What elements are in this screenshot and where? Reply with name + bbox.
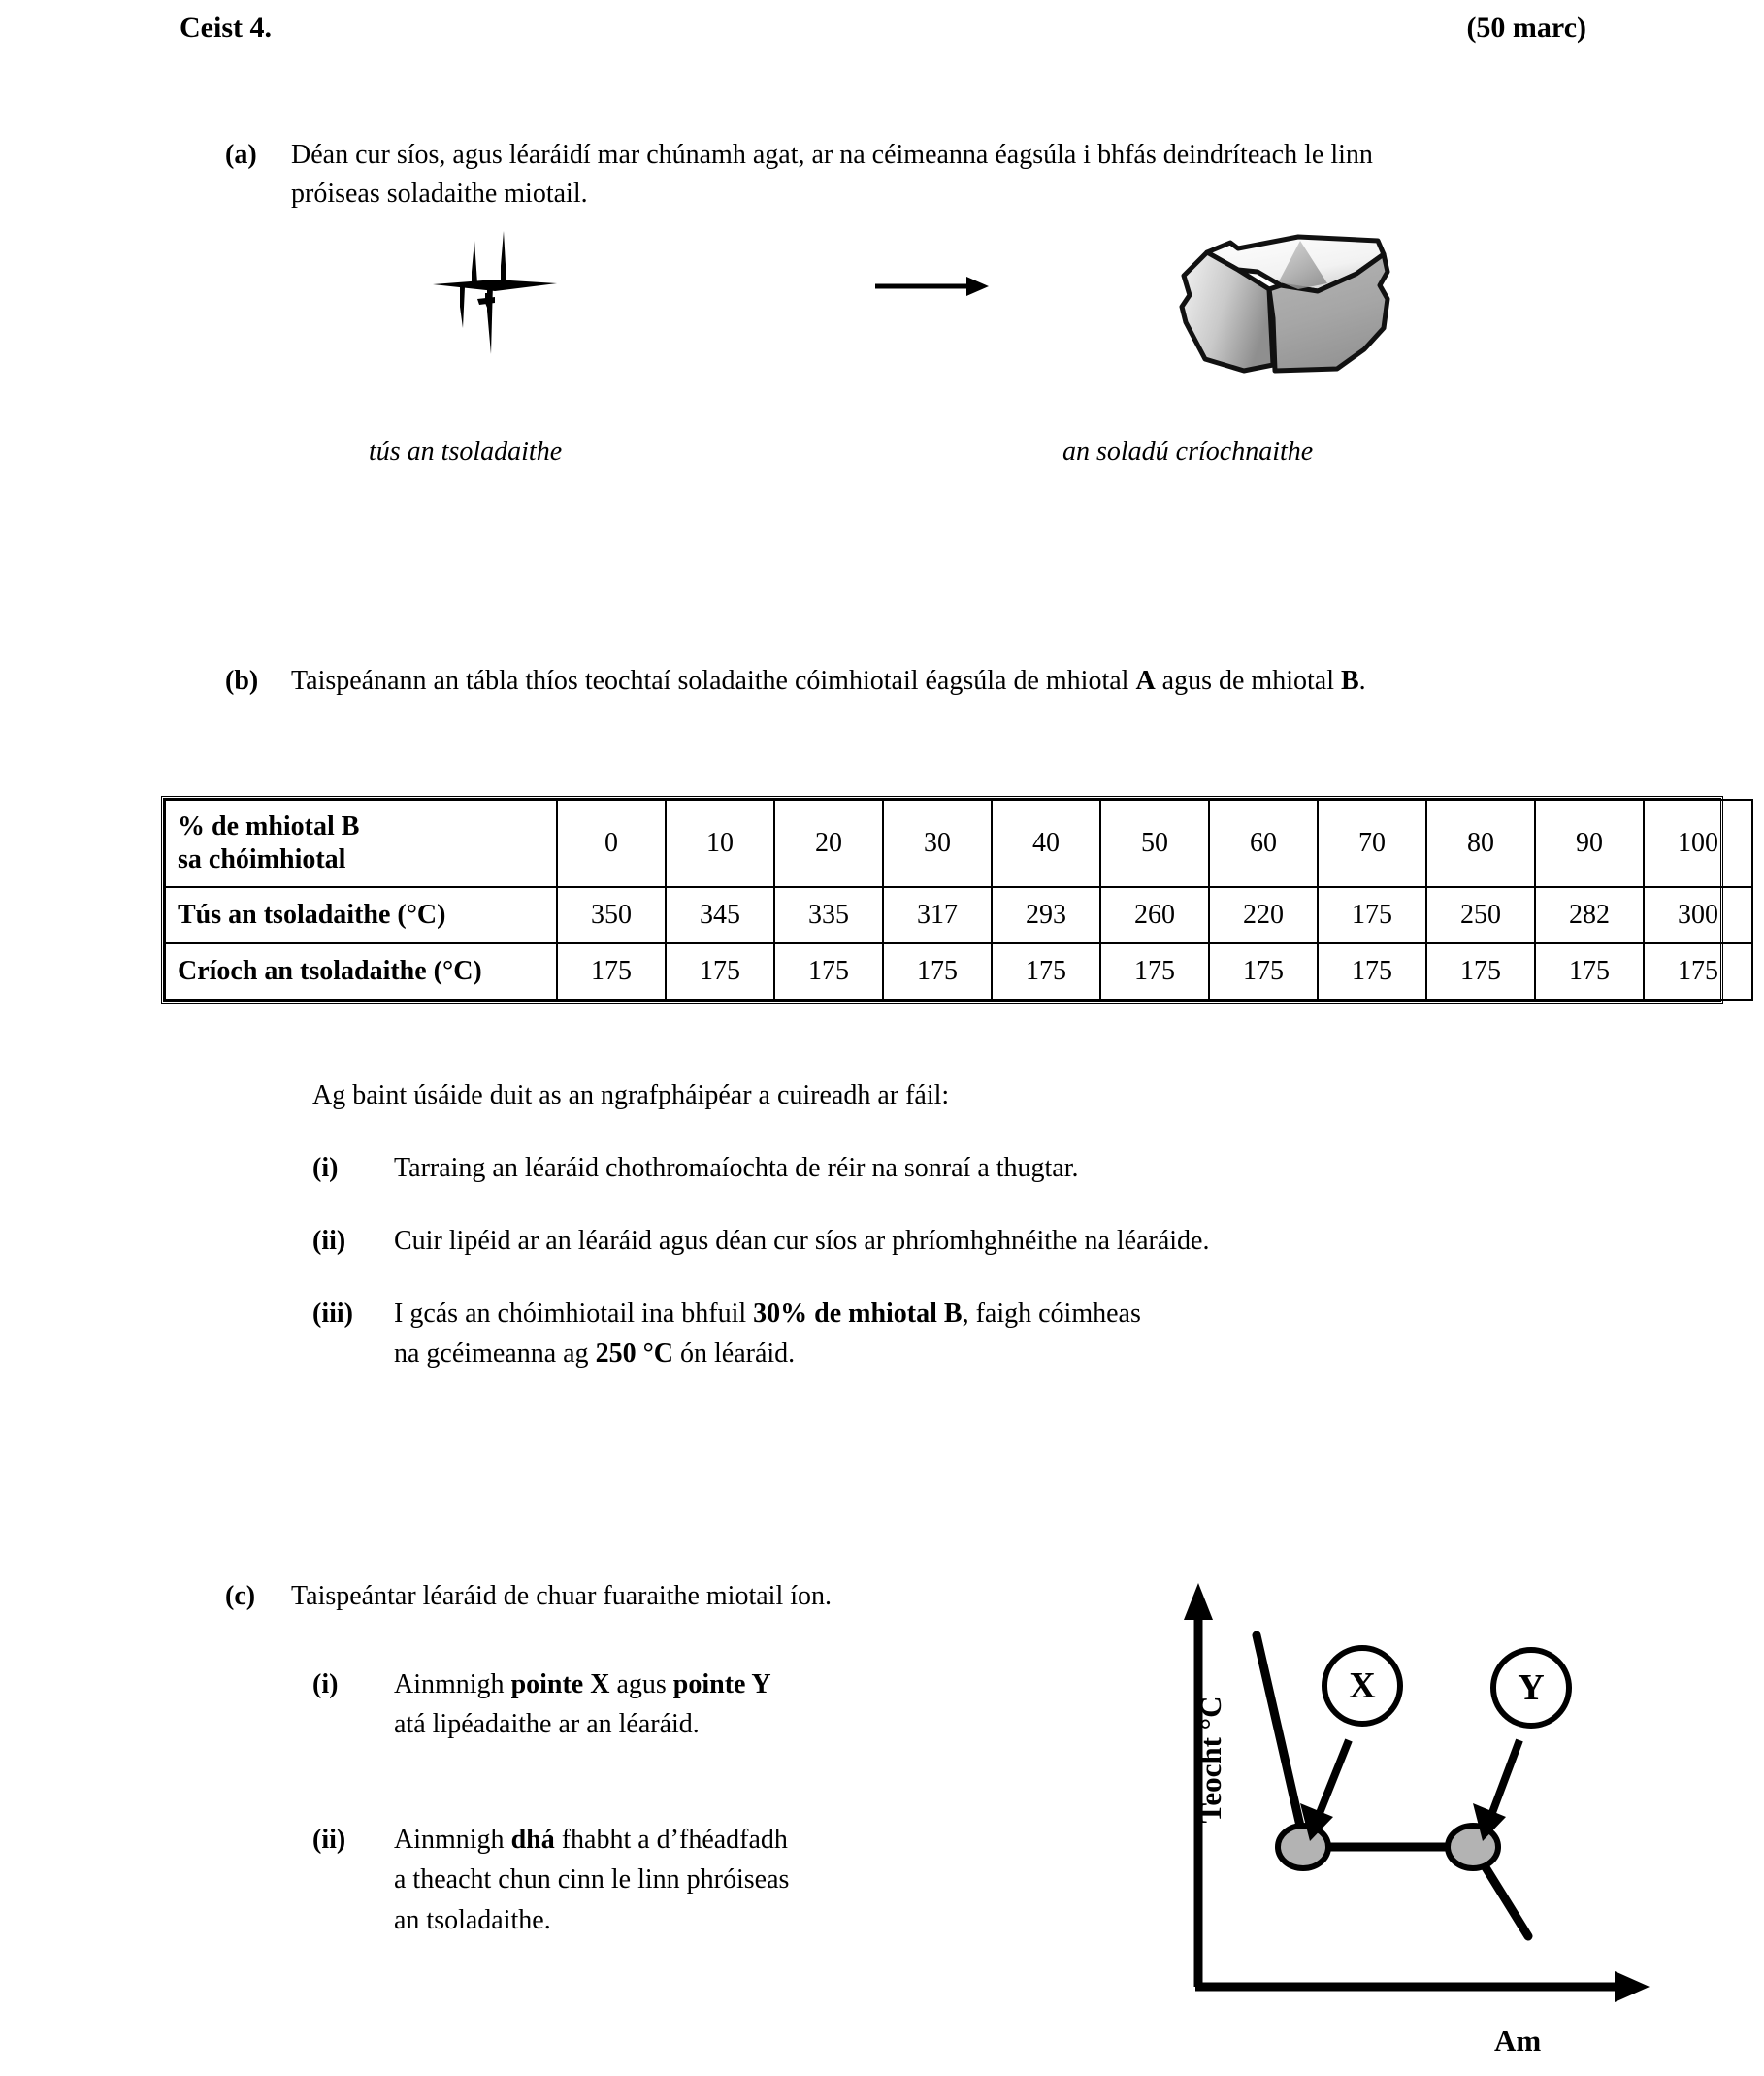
callout-circle-y [1490,1647,1572,1729]
callout-label-y: Y [1518,1667,1545,1708]
table-row-percent-b [165,800,1752,887]
part-c-text: Taispeántar léaráid de chuar fuaraithe miotail íon. [291,1581,833,1611]
leader-arrow-y [1473,1740,1519,1841]
cell-percent-40: 40 [992,800,1100,887]
part-a-row [225,136,1486,214]
part-a-label: (a) [225,140,257,170]
cell-end-90: 175 [1535,943,1644,1000]
dendrite-icon [427,223,563,359]
c-item-i-bold-point-y: pointe Y [672,1669,771,1699]
process-arrow-icon [873,272,990,301]
cell-end-60: 175 [1209,943,1318,1000]
cell-start-0: 350 [557,887,666,943]
part-c-label: (c) [225,1581,256,1611]
question-number: Ceist 4. [180,12,272,44]
part-c-item-ii [312,1820,996,1940]
header-line-1: % de mhiotal B [178,811,360,842]
cell-end-100: 175 [1644,943,1752,1000]
cell-end-50: 175 [1100,943,1209,1000]
callout-circle-x [1322,1645,1403,1727]
cell-end-30: 175 [883,943,992,1000]
leader-arrow-x [1300,1740,1349,1841]
cell-start-80: 250 [1426,887,1535,943]
part-b-item-iii [312,1294,1364,1374]
part-c-item-ii-label: (ii) [312,1825,346,1855]
cell-percent-70: 70 [1318,800,1426,887]
cell-start-60: 220 [1209,887,1318,943]
table-header-start: Tús an tsoladaithe (°C) [165,887,557,943]
cell-start-70: 175 [1318,887,1426,943]
part-c-item-i-text [394,1664,996,1745]
caption-end-solidification: an soladú críochnaithe [1062,437,1314,467]
part-b-item-iii-label: (iii) [312,1299,353,1329]
item-iii-seg-4: ón léaráid. [672,1338,796,1369]
cell-end-40: 175 [992,943,1100,1000]
cell-start-30: 317 [883,887,992,943]
cell-percent-30: 30 [883,800,992,887]
part-b-text-end: . [1358,666,1366,696]
part-c-item-i [312,1664,996,1745]
part-c-item-i-label: (i) [312,1669,339,1699]
cell-end-0: 175 [557,943,666,1000]
page-header [180,12,1586,45]
cell-start-10: 345 [666,887,774,943]
cell-percent-100: 100 [1644,800,1752,887]
c-item-ii-seg-3: a theacht chun cinn le linn phróiseas [394,1864,790,1895]
part-b-text-lead: Taispeánann an tábla thíos teochtaí soladaithe cóimhiotail éagsúla de mhiotal [291,666,1136,696]
part-b-label: (b) [225,666,259,696]
x-axis-label: Am [1494,2024,1542,2058]
graph-paper-instruction: Ag baint úsáide duit as an ngrafpháipéar a cuireadh ar fáil: [312,1080,950,1110]
x-axis [1195,1971,1650,2002]
part-b-item-ii-label: (ii) [312,1226,346,1256]
solidified-metal-illustration [1155,214,1397,383]
item-iii-seg-3: na gcéimeanna ag [394,1338,596,1369]
cell-end-20: 175 [774,943,883,1000]
part-b-row [225,662,1525,701]
table-row-end-solidification [165,943,1752,1000]
part-a-text: Déan cur síos, agus léaráidí mar chúnamh agat, ar na céimeanna éagsúla i bhfás deindríteach le linn próiseas soladaithe miotail. [291,140,1373,209]
solidification-temperature-table [161,796,1723,1004]
cell-percent-80: 80 [1426,800,1535,887]
c-item-i-seg-3: atá lipéadaithe ar an léaráid. [394,1709,700,1740]
cell-percent-90: 90 [1535,800,1644,887]
cell-start-50: 260 [1100,887,1209,943]
part-c-item-ii-text [394,1820,996,1940]
part-b-text-mid: agus de mhiotal [1155,666,1341,696]
table-header-end: Críoch an tsoladaithe (°C) [165,943,557,1000]
table-header-percent-b [165,800,557,887]
marks-label: (50 marc) [1466,12,1586,44]
c-item-ii-seg-4: an tsoladaithe. [394,1904,551,1935]
item-iii-seg-1: I gcás an chóimhiotail ina bhfuil [394,1299,754,1329]
cell-end-80: 175 [1426,943,1535,1000]
cell-percent-0: 0 [557,800,666,887]
marker-point-x [1278,1826,1328,1868]
part-b-item-i-text: Tarraing an léaráid chothromaíochta de réir na sonraí a thugtar. [394,1153,1079,1183]
cell-start-40: 293 [992,887,1100,943]
cell-percent-50: 50 [1100,800,1209,887]
cell-percent-60: 60 [1209,800,1318,887]
c-item-i-seg-2: agus [609,1669,673,1699]
part-b-item-ii-text: Cuir lipéid ar an léaráid agus déan cur síos ar phríomhghnéithe na léaráide. [394,1226,1210,1256]
data-table [164,799,1753,1001]
cell-end-10: 175 [666,943,774,1000]
cell-percent-20: 20 [774,800,883,887]
callout-label-x: X [1349,1665,1376,1706]
cell-percent-10: 10 [666,800,774,887]
metal-b-symbol: B [1340,666,1359,696]
item-iii-seg-2: , faigh cóimheas [962,1299,1141,1329]
c-item-ii-bold-dha: dhá [510,1825,555,1855]
caption-start-solidification: tús an tsoladaithe [369,437,563,467]
metal-a-symbol: A [1135,666,1156,696]
part-b-item-i-label: (i) [312,1153,339,1183]
cell-end-70: 175 [1318,943,1426,1000]
c-item-i-bold-point-x: pointe X [510,1669,610,1699]
cell-start-100: 300 [1644,887,1752,943]
cell-start-90: 282 [1535,887,1644,943]
part-b-item-i [312,1148,1558,1188]
part-b-item-iii-text [394,1294,1364,1374]
item-iii-bold-250c: 250 °C [595,1338,673,1369]
c-item-ii-seg-2: fhabht a d’fhéadfadh [554,1825,788,1855]
header-line-2: sa chóimhiotal [178,844,346,874]
solidification-diagram [369,223,1407,466]
y-axis-label: Teocht °C [1193,1696,1227,1824]
part-b-item-ii [312,1221,1558,1261]
c-item-i-seg-1: Ainmnigh [394,1669,511,1699]
table-row-start-solidification [165,887,1752,943]
item-iii-bold-30pct: 30% de mhiotal B [753,1299,963,1329]
part-b-text [291,662,1504,701]
c-item-ii-seg-1: Ainmnigh [394,1825,511,1855]
part-c-row [225,1577,1001,1616]
cell-start-20: 335 [774,887,883,943]
cooling-curve-chart [1106,1577,1688,2071]
